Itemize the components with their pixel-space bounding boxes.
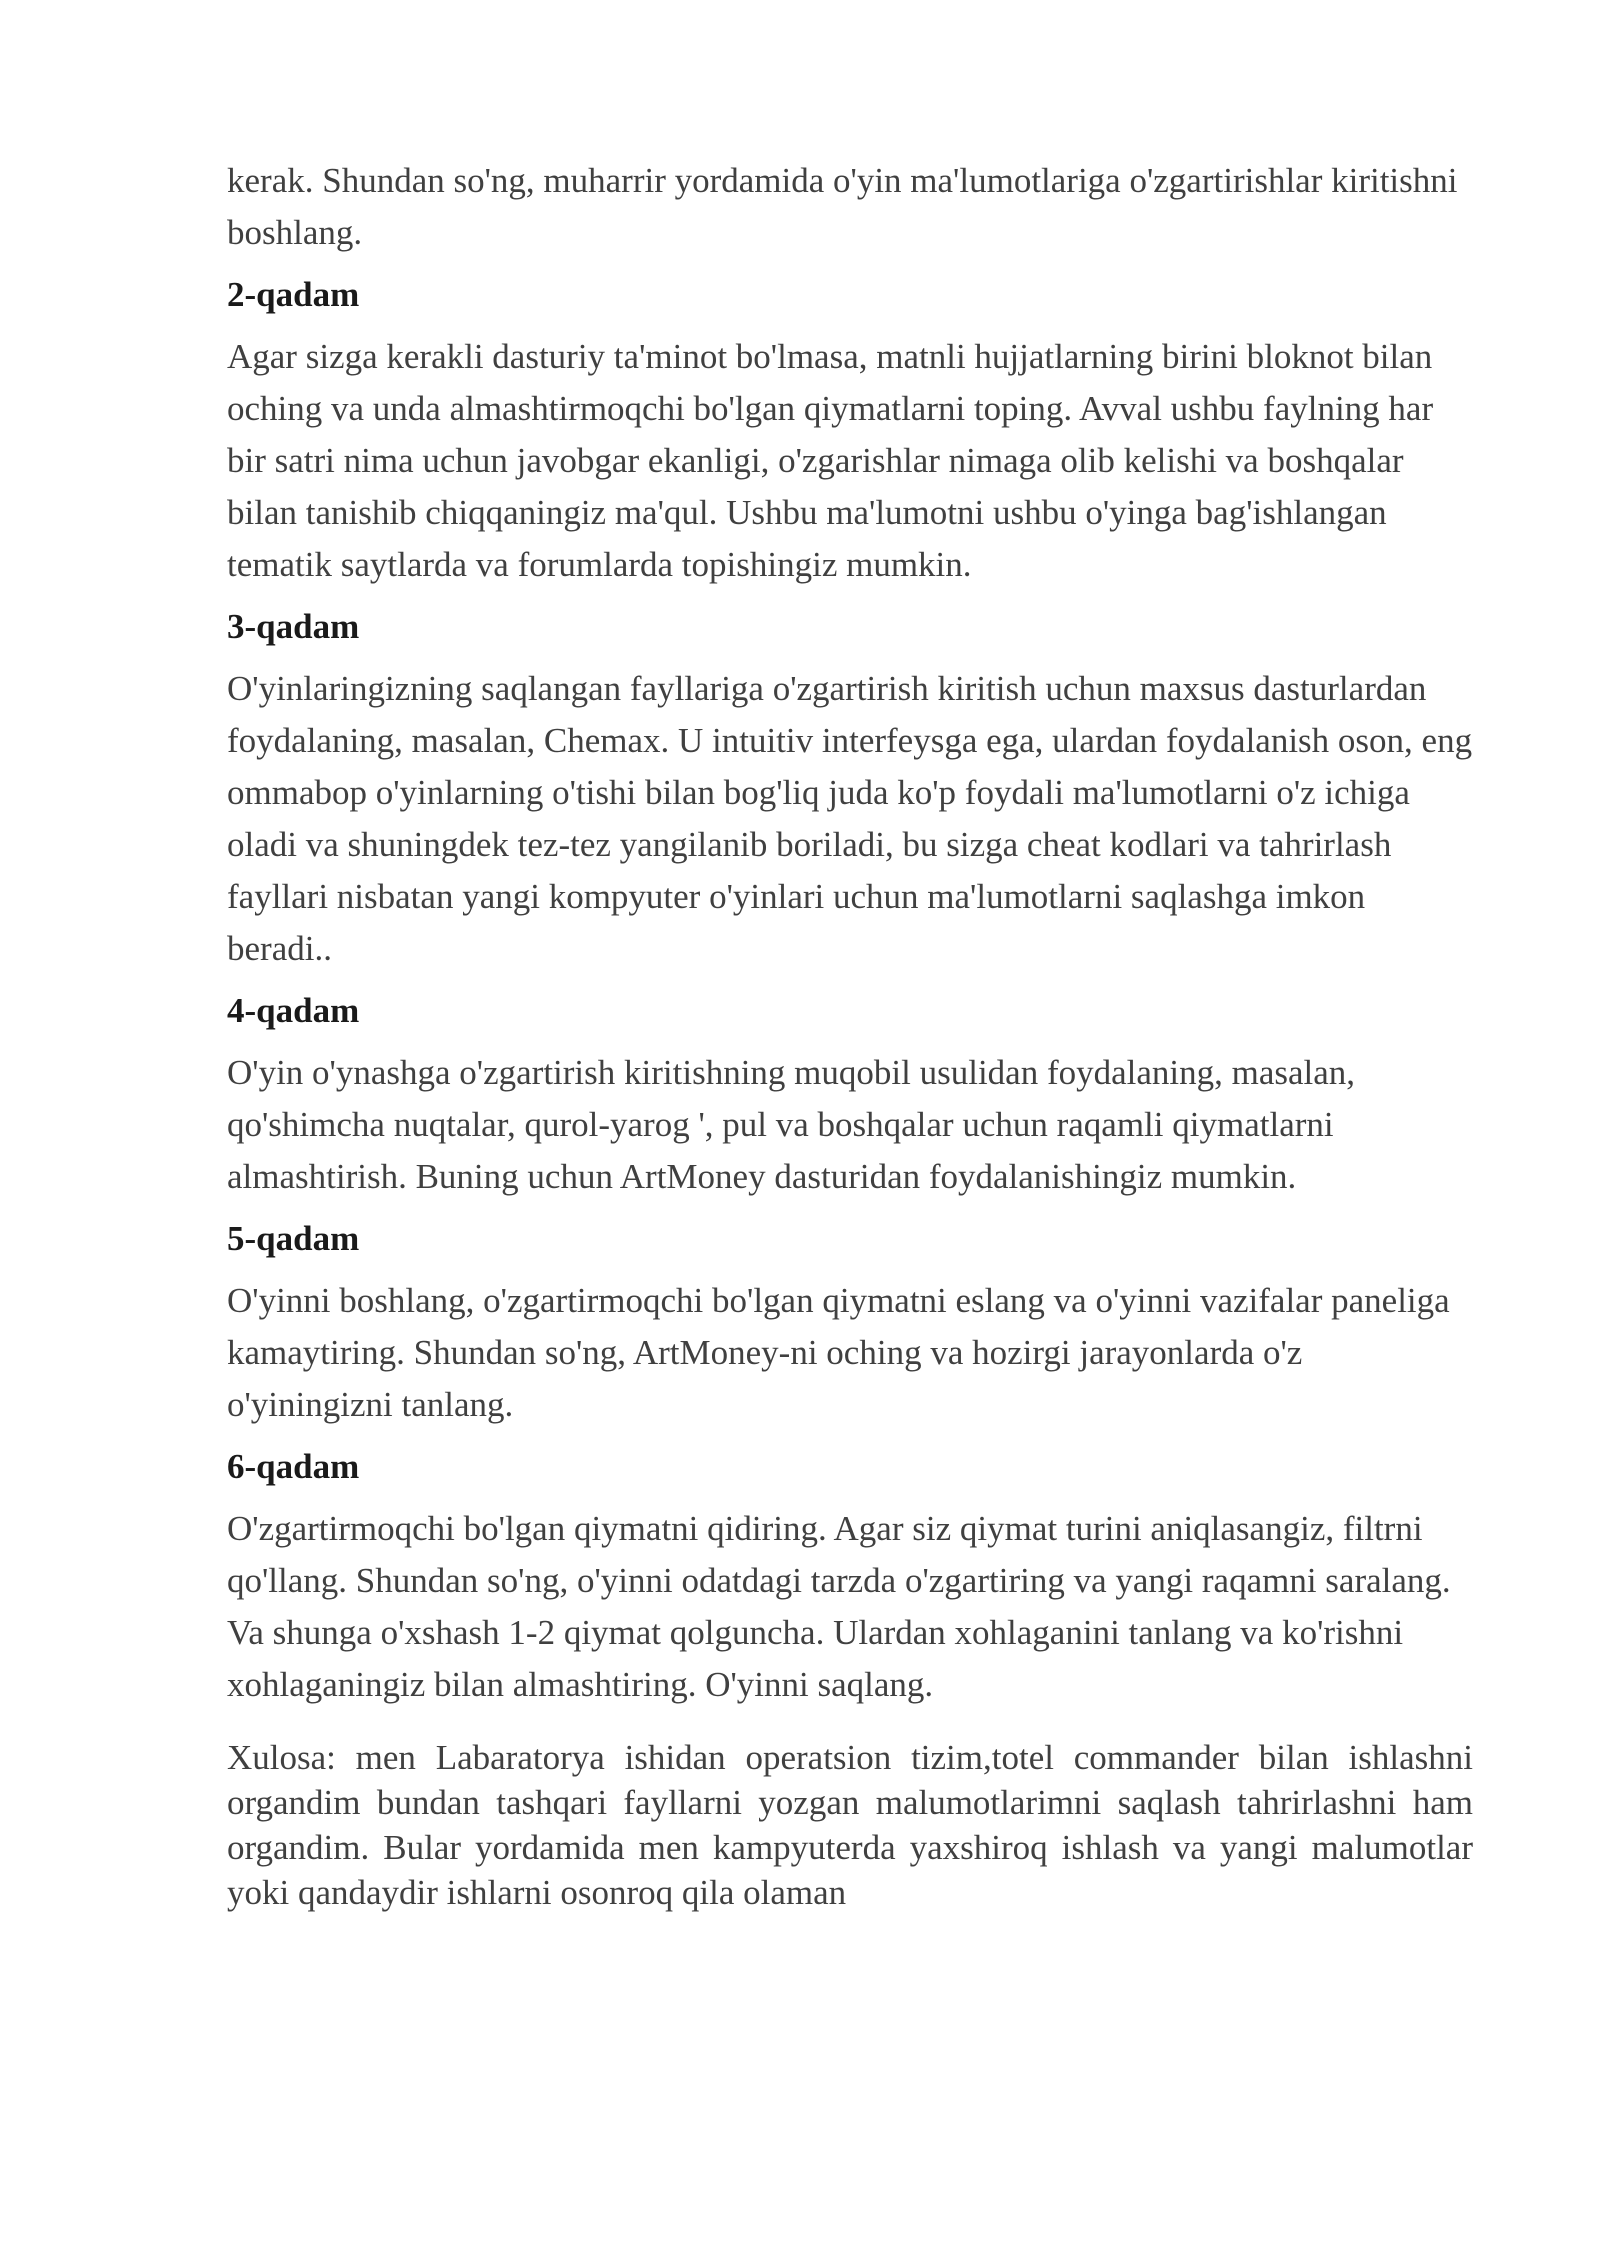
step-3-text: O'yinlaringizning saqlangan fayllariga o'zgartirish kiritish uchun maxsus dasturlardan foydalaning, masalan, Chemax. U intuitiv interfeysga ega, ulardan foydalanish oson, eng ommabop o'yinlarning o'tishi bilan bog'liq juda ko'p foydali ma'lumotlarni o'z ichiga oladi va shuningdek tez-tez yangilanib boriladi, bu sizga cheat kodlari va tahrirlash fayllari nisbatan yangi kompyuter o'yinlari uchun ma'lumotlarni saqlashga imkon beradi.. [227, 669, 1473, 968]
step-6-text: O'zgartirmoqchi bo'lgan qiymatni qidiring. Agar siz qiymat turini aniqlasangiz, filtrni qo'llang. Shundan so'ng, o'yinni odatdagi tarzda o'zgartiring va yangi raqamni saralang. Va shunga o'xshash 1-2 qiymat qolguncha. Ulardan xohlaganini tanlang va ko'rishni xohlaganingiz bilan almashtiring. O'yinni saqlang. [227, 1509, 1451, 1704]
step-4-heading: 4-qadam [227, 991, 360, 1030]
step-2-heading: 2-qadam [227, 275, 360, 314]
step-3-heading: 3-qadam [227, 607, 360, 646]
step-2-text: Agar sizga kerakli dasturiy ta'minot bo'lmasa, matnli hujjatlarning birini bloknot bilan oching va unda almashtirmoqchi bo'lgan qiymatlarni toping. Avval ushbu faylning har bir satri nima uchun javobgar ekanligi, o'zgarishlar nimaga olib kelishi va boshqalar bilan tanishib chiqqaningiz ma'qul. Ushbu ma'lumotni ushbu o'yinga bag'ishlangan tematik saytlarda va forumlarda topishingiz mumkin. [227, 337, 1434, 584]
conclusion-paragraph: Xulosa: men Labaratorya ishidan operatsion tizim,totel commander bilan ishlashni organdim bundan tashqari fayllarni yozgan malumotlarimni saqlash tahrirlashni ham organdim. Bular yordamida men kampyuterda yaxshiroq ishlash va yangi malumotlar yoki qandaydir ishlarni osonroq qila olaman [227, 1738, 1473, 1912]
document-page [227, 155, 1473, 1915]
step-5-text: O'yinni boshlang, o'zgartirmoqchi bo'lgan qiymatni eslang va o'yinni vazifalar paneliga kamaytiring. Shundan so'ng, ArtMoney-ni oching va hozirgi jarayonlarda o'z o'yiningizni tanlang. [227, 1281, 1450, 1424]
intro-paragraph: kerak. Shundan so'ng, muharrir yordamida o'yin ma'lumotlariga o'zgartirishlar kiritishni boshlang. [227, 161, 1458, 252]
step-4-text: O'yin o'ynashga o'zgartirish kiritishning muqobil usulidan foydalaning, masalan, qo'shimcha nuqtalar, qurol-yarog ', pul va boshqalar uchun raqamli qiymatlarni almashtirish. Buning uchun ArtMoney dasturidan foydalanishingiz mumkin. [227, 1053, 1356, 1196]
step-5-heading: 5-qadam [227, 1219, 360, 1258]
step-6-heading: 6-qadam [227, 1447, 360, 1486]
